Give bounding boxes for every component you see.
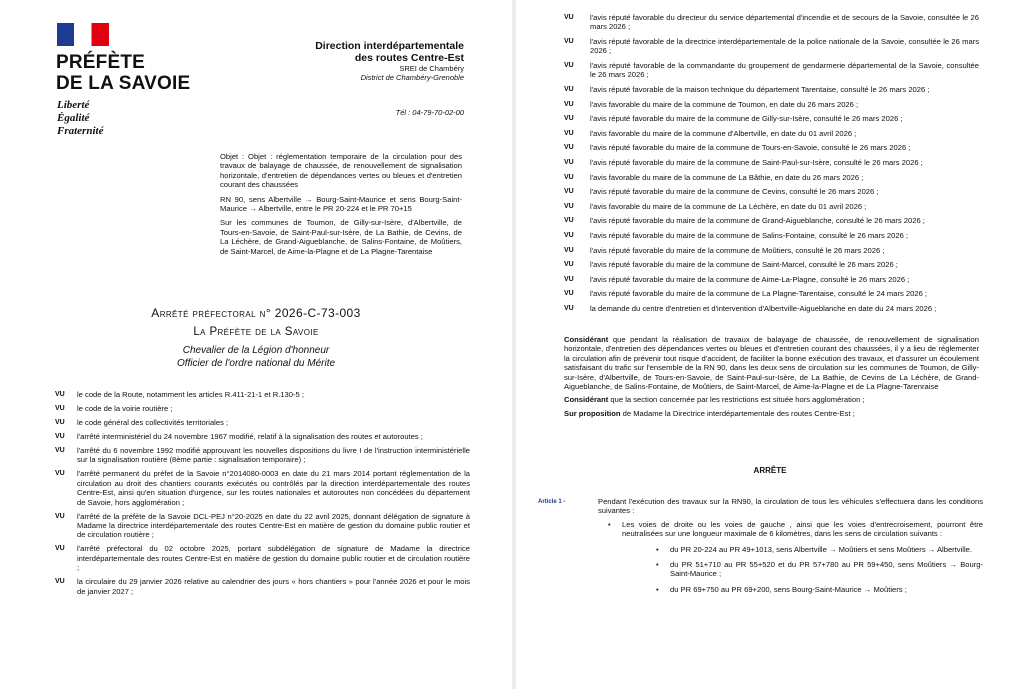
- prefecture-name: [56, 52, 190, 94]
- vu-label: VU: [55, 391, 65, 398]
- article-1-body: [598, 497, 983, 600]
- arrete-title: Arrêté préfectoral n° 2026-C-73-003: [151, 306, 361, 320]
- vu-item: [564, 231, 979, 240]
- direction-title-1: Direction interdépartementale: [315, 40, 464, 52]
- article-1-sub-item: • du PR 69+750 au PR 69+200, sens Bourg-Saint-Maurice → Moûtiers ;: [622, 585, 983, 594]
- article-1-sub-list: [622, 545, 983, 595]
- proposition-keyword: Sur proposition: [564, 408, 621, 418]
- vu-text: l'avis réputé favorable du maire de la commune de Cevins, consulté le 26 mars 2026 ;: [590, 187, 879, 197]
- considerant-text: que la section concernée par les restrictions est située hors agglomération ;: [608, 395, 865, 405]
- vu-label: VU: [564, 129, 574, 137]
- vu-text: l'avis réputé favorable de la directrice interdépartementale de la police nationale de la Savoie, consultée le 26 mars 2026 ;: [590, 37, 979, 56]
- considerant-keyword: Considérant: [564, 335, 609, 344]
- vu-text: l'avis réputé favorable du maire de la commune de Moûtiers, consulté le 26 mars 2026 ;: [590, 245, 885, 255]
- vu-label: VU: [564, 275, 574, 283]
- vu-label: VU: [564, 246, 574, 254]
- vu-text: l'avis réputé favorable du maire de la commune de La Plagne-Tarentaise, consulté le 24 mars 2026 ;: [590, 289, 928, 299]
- vu-label: VU: [55, 405, 65, 412]
- vu-text: le code général des collectivités territoriales ;: [77, 418, 229, 427]
- vu-list-left: [55, 390, 470, 601]
- devise-fraternite: Fraternité: [57, 125, 104, 137]
- distinction-ordre-merite: Officier de l'ordre national du Mérite: [176, 358, 336, 369]
- vu-label: VU: [564, 62, 574, 69]
- vu-list-right: [564, 13, 979, 319]
- prefete-distinctions: [0, 344, 512, 370]
- considerant-paragraph-2: [564, 395, 979, 404]
- vu-text: l'avis réputé favorable du maire de la commune de Saint-Paul-sur-Isère, consulté le 26 mars 2026 ;: [590, 157, 923, 167]
- vu-text: l'avis réputé favorable du maire de la commune de Salins-Fontaine, consulté le 26 mars 2026 ;: [590, 230, 909, 240]
- objet-paragraph: Objet : Objet : réglementation temporaire de la circulation pour des travaux de balayage de chaussée, de renouvellement de signalisation horizontale, d'entretien de dépendances vertes ou bleues et d'entretien courant des chaussées: [220, 152, 462, 190]
- considerant-block: [564, 335, 979, 422]
- vu-label: VU: [55, 545, 65, 553]
- distinction-legion-honneur: Chevalier de la Légion d'honneur: [182, 345, 330, 356]
- vu-text: la circulaire du 29 janvier 2026 relative au calendrier des jours « hors chantiers » pour l'année 2026 et pour le mois de janvier 2027 ;: [77, 577, 470, 596]
- vu-item: [564, 100, 979, 109]
- considerant-paragraph-1: [564, 335, 979, 391]
- vu-text: l'arrêté du 6 novembre 1992 modifié approuvant les nouvelles dispositions du livre I de l'instruction interministérielle sur la signalisation routière (8ème partie : signalisation temporaire) ;: [77, 446, 470, 465]
- vu-text: l'avis réputé favorable du maire de la commune de Aime-La-Plagne, consulté le 26 mars 2026 ;: [590, 274, 910, 284]
- vu-item: [564, 114, 979, 123]
- vu-item: [564, 37, 979, 56]
- direction-block: [315, 40, 464, 82]
- devise-egalite: Égalité: [57, 112, 90, 124]
- vu-item: [564, 216, 979, 225]
- vu-label: VU: [55, 578, 65, 586]
- vu-item: [564, 158, 979, 167]
- vu-item: [564, 260, 979, 269]
- vu-text: la demande du centre d'entretien et d'intervention d'Albertville-Aigueblanche en date du 24 mars 2026 ;: [590, 303, 937, 313]
- arrete-heading: ARRÊTE: [753, 466, 787, 475]
- vu-label: VU: [564, 158, 574, 166]
- vu-text: l'arrêté de la préfète de la Savoie DCL-PEJ n°20-2025 en date du 22 avril 2025, donnant délégation de signature à Madame la directrice interdépartementale des routes Centre-Est en matière de gestion du domaine public routier et de circulation routière ;: [77, 511, 470, 540]
- vu-text: l'avis réputé favorable du maire de la commune de Saint-Marcel, consulté le 26 mars 2026 ;: [590, 260, 898, 270]
- vu-label: VU: [564, 231, 574, 239]
- vu-label: VU: [564, 144, 574, 152]
- vu-item: [564, 13, 979, 32]
- vu-label: VU: [564, 188, 574, 196]
- vu-label: VU: [564, 14, 574, 21]
- devise-liberte: Liberté: [57, 99, 90, 111]
- proposition-text: de Madame la Directrice interdépartementale des routes Centre-Est ;: [620, 408, 855, 418]
- vu-text: l'arrêté préfectoral du 02 octobre 2025, portant subdélégation de signature de Madame la directrice interdépartementale des routes Centre-Est en matière de gestion du domaine public routier et de circulation routière ;: [77, 544, 470, 573]
- direction-district: District de Chambéry-Grenoble: [360, 73, 464, 82]
- prefecture-line-2: DE LA SAVOIE: [56, 73, 191, 94]
- article-1-bullet-text: Les voies de droite ou les voies de gauche , ainsi que les voies d'entrecroisement, pourront être neutralisées sur une longueur maximale de 6 kilomètres, dans les sens de circulation suivants :: [622, 519, 983, 539]
- vu-label: VU: [564, 202, 574, 210]
- vu-text: l'avis réputé favorable du maire de la commune de Grand-Aigueblanche, consulté le 26 mars 2026 ;: [590, 216, 925, 226]
- vu-item: [564, 129, 979, 138]
- vu-text: l'arrêté permanent du préfet de la Savoie n°2014080-0003 en date du 21 mars 2014 portant réglementation de la circulation au droit des chantiers courants exécutés ou contrôlés par la direction interdépartementale des routes Centre-Est, ainsi qu'en situation d'urgence, sur les routes nationales et autoroutes non concédées du département de Savoie, hors agglomération ;: [77, 469, 470, 507]
- vu-label: VU: [564, 38, 574, 45]
- vu-item: [55, 404, 470, 413]
- vu-item: [55, 432, 470, 441]
- vu-item: [55, 418, 470, 427]
- vu-label: VU: [564, 261, 574, 269]
- vu-text: l'avis favorable du maire de la commune de La Bâthie, en date du 26 mars 2026 ;: [590, 172, 864, 182]
- prefete-title: La Préfète de la Savoie: [193, 326, 319, 338]
- prefecture-line-1: PRÉFÈTE: [56, 52, 146, 73]
- article-1-sub-item: • du PR 51+710 au PR 55+520 et du PR 57+780 au PR 59+450, sens Moûtiers → Bourg-Saint-Maurice ;: [622, 560, 983, 579]
- article-1-row: [538, 497, 983, 600]
- proposition-paragraph: [564, 409, 979, 418]
- vu-item: [55, 446, 470, 465]
- vu-text: le code de la Route, notamment les articles R.411-21-1 et R.130-5 ;: [77, 390, 304, 399]
- document-page-2: [516, 0, 1024, 689]
- vu-item: [564, 202, 979, 211]
- vu-label: VU: [564, 290, 574, 298]
- vu-item: [564, 275, 979, 284]
- article-1-sub-item: • du PR 20-224 au PR 49+1013, sens Albertville → Moûtiers et sens Moûtiers → Albertville.: [622, 545, 983, 554]
- vu-label: VU: [55, 512, 65, 520]
- vu-item: [564, 173, 979, 182]
- vu-item: [564, 246, 979, 255]
- vu-label: VU: [564, 217, 574, 225]
- objet-paragraph: RN 90, sens Albertville → Bourg-Saint-Maurice et sens Bourg-Saint-Maurice → Albertville, entre le PR 20-224 et le PR 70+15: [220, 194, 462, 214]
- vu-text: l'avis réputé favorable de la commandante du groupement de gendarmerie départemental de la Savoie, consultée le 26 mars 2026 ;: [590, 61, 979, 80]
- article-1-label: Article 1 -: [538, 499, 566, 505]
- vu-item: [55, 577, 470, 596]
- vu-item: [564, 289, 979, 298]
- devise: [57, 99, 103, 138]
- vu-label: VU: [564, 100, 574, 108]
- vu-text: l'avis réputé favorable du maire de la commune de Tours-en-Savoie, consulté le 26 mars 2026 ;: [590, 143, 911, 153]
- vu-item: [55, 469, 470, 507]
- vu-text: l'avis réputé favorable du maire de la commune de Gilly-sur-Isère, consulté le 26 mars 2026 ;: [590, 114, 903, 124]
- direction-telephone: Tél : 04-79-70-02-00: [395, 108, 464, 117]
- vu-label: VU: [564, 115, 574, 123]
- article-1: [538, 497, 983, 600]
- vu-item: [564, 187, 979, 196]
- article-1-bullets: [598, 520, 983, 594]
- vu-text: l'avis favorable du maire de la commune de La Léchère, en date du 01 avril 2026 ;: [590, 201, 867, 211]
- vu-label: VU: [55, 447, 65, 454]
- vu-label: VU: [564, 173, 574, 181]
- vu-label: VU: [55, 419, 65, 426]
- objet-paragraph: Sur les communes de Toumon, de Gilly-sur-Isère, d'Albertville, de Tours-en-Savoie, de Saint-Paul-sur-Isère, de La Bathie, de Cevins, de La Léchère, de Grand-Aigueblanche, de Salins-Fontaine, de Moûtiers, de Saint-Marcel, de Aime-la-Plagne et de La Plagne-Tarentaise: [220, 218, 462, 256]
- direction-title-2: des routes Centre-Est: [354, 52, 464, 64]
- vu-item: [55, 544, 470, 572]
- vu-text: l'avis réputé favorable du directeur du service départemental d'incendie et de secours de la Savoie, consultée le 26 mars 2026 ;: [590, 13, 979, 32]
- vu-item: [564, 304, 979, 313]
- vu-text: l'avis favorable du maire de la commune d'Albertville, en date du 01 avril 2026 ;: [590, 128, 857, 138]
- article-1-bullet: [598, 520, 983, 594]
- vu-text: le code de la voirie routière ;: [77, 404, 173, 413]
- objet-block: [220, 152, 462, 261]
- vu-item: [55, 390, 470, 399]
- vu-label: VU: [564, 86, 574, 93]
- vu-item: [564, 143, 979, 152]
- vu-text: l'avis favorable du maire de la commune de Toumon, en date du 26 mars 2026 ;: [590, 99, 859, 109]
- vu-label: VU: [564, 304, 574, 312]
- vu-label: VU: [55, 433, 65, 440]
- vu-text: l'arrêté interministériel du 24 novembre 1967 modifié, relatif à la signalisation des routes et autoroutes ;: [77, 432, 423, 441]
- vu-item: [564, 61, 979, 80]
- considerant-text: que pendant la réalisation de travaux de balayage de chaussée, de renouvellement de signalisation horizontale, d'entretien des dépendances vertes ou bleues et d'entretien courant des chaussées, il y a lieu de réglementer la circulation afin de prévenir tout risque d'accident, de faciliter la bonne exécution des travaux, et d'assurer un écoulement satisfaisant du trafic sur l'ensemble de la RN 90, dans les deux sens de circulation sur les communes de Toumon, de Gilly-sur-Isère, d'Albertville, de Tours-en-Savoie, de Saint-Paul-sur-Isère, de La Bathie, de Cevins de La Léchère, de Grand-Aigueblanche, de Salins-Fontaine, de Moûtiers, de Saint-Marcel, de Aime-la-Plagne et de La Plagne-Tarenraise: [564, 335, 979, 392]
- vu-label: VU: [55, 470, 65, 478]
- considerant-keyword: Considérant: [564, 395, 609, 405]
- vu-item: [55, 512, 470, 540]
- marianne-logo-icon: [73, 26, 93, 44]
- vu-item: [564, 85, 979, 94]
- vu-text: l'avis réputé favorable de la maison technique du département Tarentaise, consulté le 26 mars 2026 ;: [590, 85, 930, 94]
- direction-service: SREI de Chambéry: [399, 64, 464, 73]
- article-1-intro: Pendant l'exécution des travaux sur la RN90, la circulation de tous les véhicules s'effectuera dans les conditions suivantes :: [598, 497, 983, 516]
